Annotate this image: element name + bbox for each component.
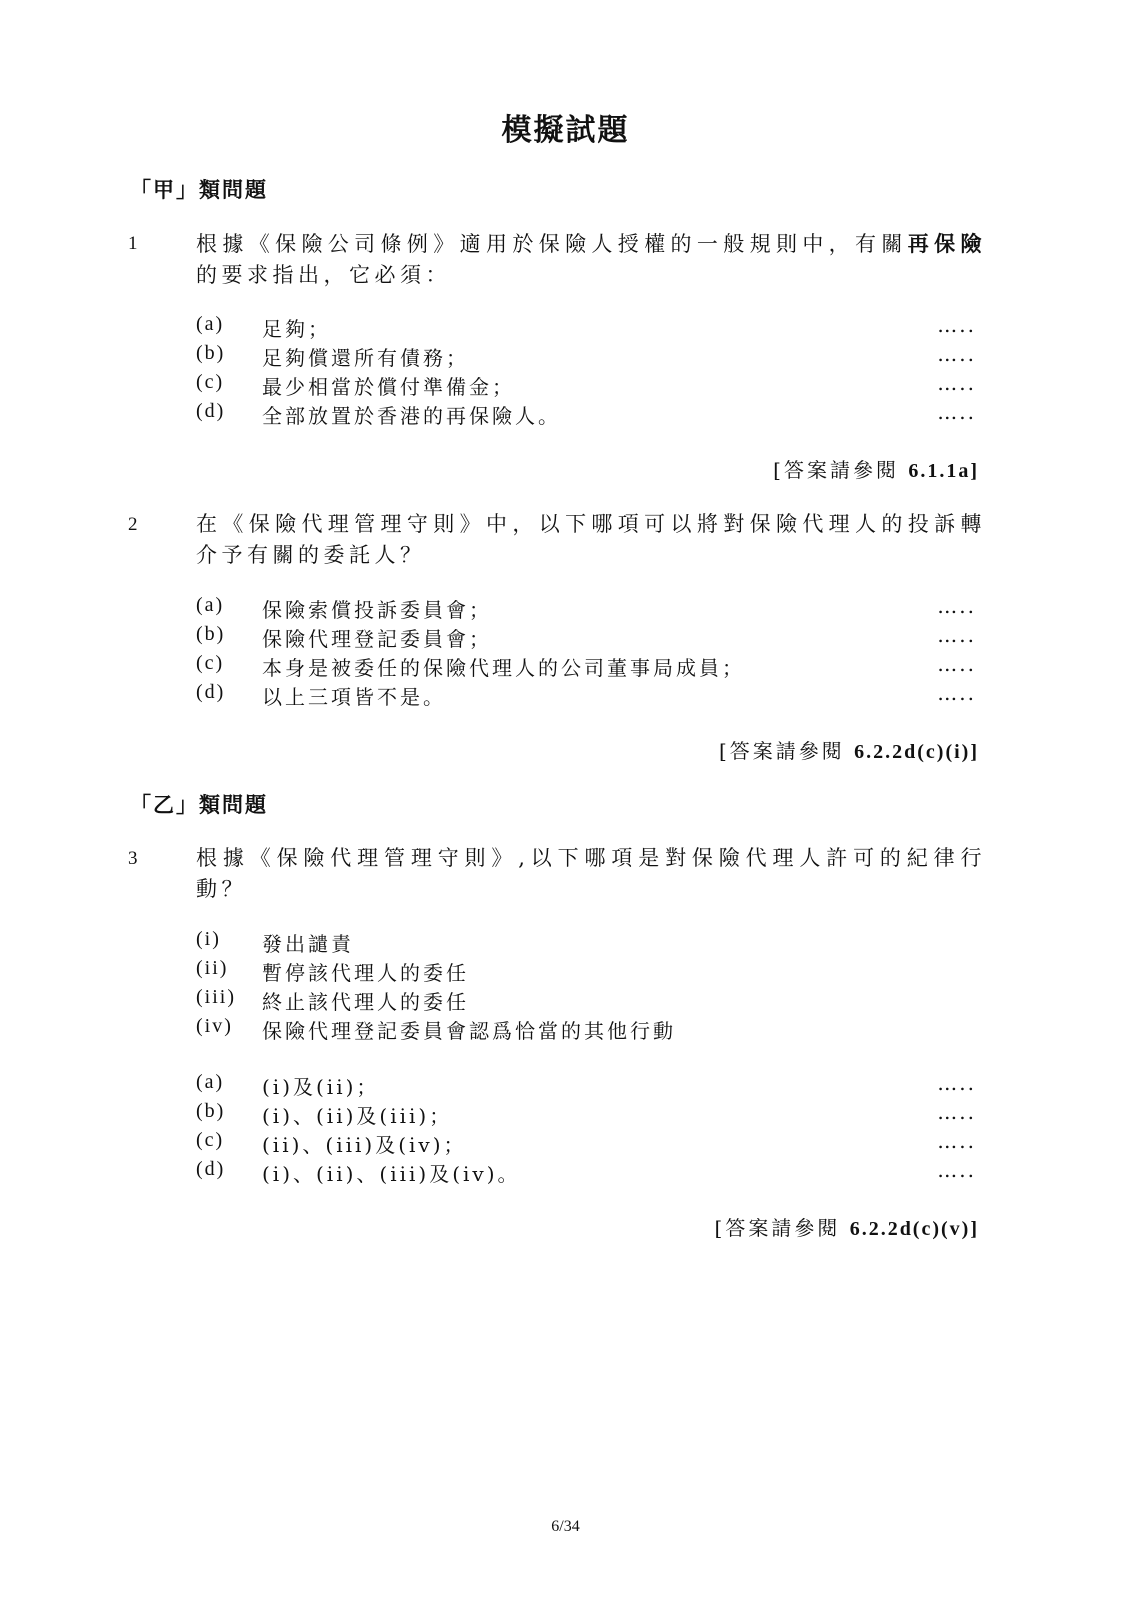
option-item <box>196 313 986 342</box>
option-label: (d) <box>196 681 226 703</box>
option-dots: ….. <box>937 400 976 424</box>
option-dots: ….. <box>937 652 976 676</box>
section-heading-a: 「甲」類問題 <box>130 177 268 202</box>
option-item <box>196 594 986 623</box>
option-text: 本身是被委任的保險代理人的公司董事局成員； <box>262 656 745 680</box>
option-item <box>196 623 986 652</box>
option-label: (c) <box>196 371 225 393</box>
question-number: 1 <box>128 233 138 254</box>
statement-item <box>196 1015 986 1044</box>
option-text: (i)及(ii)； <box>262 1075 380 1099</box>
option-label: (c) <box>196 652 225 674</box>
option-text: 足夠償還所有債務； <box>262 346 469 370</box>
statement-label: (iii) <box>196 986 236 1008</box>
option-text: 保險索償投訴委員會； <box>262 598 492 622</box>
question-text: 在《保險代理管理守則》中，以下哪項可以將對保險代理人的投訴轉介予有關的委託人？ <box>196 512 986 567</box>
statement-item <box>196 928 986 957</box>
option-text: (i)、(ii)及(iii)； <box>262 1104 453 1128</box>
question-text-bold: 再保險 <box>907 231 987 256</box>
option-text: (i)、(ii)、(iii)及(iv)。 <box>262 1162 521 1186</box>
statement-item <box>196 986 986 1015</box>
option-item <box>196 400 986 429</box>
option-text: 以上三項皆不是。 <box>262 685 446 709</box>
statement-label: (ii) <box>196 957 229 979</box>
option-dots: ….. <box>937 681 976 705</box>
option-dots: ….. <box>937 594 976 618</box>
statement-text: 保險代理登記委員會認爲恰當的其他行動 <box>262 1019 676 1043</box>
option-label: (d) <box>196 400 226 422</box>
answer-reference-code: 6.2.2d(c)(v)] <box>849 1218 979 1240</box>
option-dots: ….. <box>937 623 976 647</box>
option-dots: ….. <box>937 342 976 366</box>
answer-reference <box>773 454 979 483</box>
statement-label: (iv) <box>196 1015 233 1037</box>
option-text: 保險代理登記委員會； <box>262 627 492 651</box>
answer-reference-code: 6.2.2d(c)(i)] <box>854 741 979 763</box>
option-item <box>196 1129 986 1158</box>
option-label: (b) <box>196 342 226 364</box>
option-text: (ii)、(iii)及(iv)； <box>262 1133 467 1157</box>
question-text: 根據《保險代理管理守則》,以下哪項是對保險代理人許可的紀律行動？ <box>196 846 986 901</box>
answer-reference <box>719 735 979 764</box>
option-dots: ….. <box>937 1129 976 1153</box>
option-dots: ….. <box>937 1100 976 1124</box>
option-dots: ….. <box>937 1071 976 1095</box>
answer-reference-prefix: [答案請參閱 <box>718 739 845 763</box>
option-item <box>196 1100 986 1129</box>
answer-reference-code: 6.1.1a] <box>908 460 979 482</box>
option-item <box>196 371 986 400</box>
option-label: (c) <box>196 1129 225 1151</box>
answer-reference <box>715 1212 979 1241</box>
option-item <box>196 1158 986 1187</box>
section-heading-b: 「乙」類問題 <box>130 792 268 817</box>
option-dots: ….. <box>937 313 976 337</box>
option-dots: ….. <box>937 371 976 395</box>
statement-label: (i) <box>196 928 221 950</box>
option-label: (a) <box>196 313 225 335</box>
option-label: (d) <box>196 1158 226 1180</box>
option-text: 全部放置於香港的再保險人。 <box>262 404 561 428</box>
question-text-part: 的要求指出，它必須： <box>196 263 451 287</box>
option-item <box>196 681 986 710</box>
option-text: 足夠； <box>262 317 331 341</box>
answer-reference-prefix: [答案請參閱 <box>773 458 899 482</box>
answer-reference-prefix: [答案請參閱 <box>714 1216 841 1240</box>
question-number: 3 <box>128 848 138 869</box>
option-text: 最少相當於償付準備金； <box>262 375 515 399</box>
option-item <box>196 652 986 681</box>
option-item <box>196 1071 986 1100</box>
option-label: (b) <box>196 623 226 645</box>
statement-text: 終止該代理人的委任 <box>262 990 469 1014</box>
statement-item <box>196 957 986 986</box>
option-label: (b) <box>196 1100 226 1122</box>
question-text-part: 根據《保險公司條例》適用於保險人授權的一般規則中，有關 <box>196 232 908 256</box>
option-dots: ….. <box>937 1158 976 1182</box>
question-number: 2 <box>128 514 138 535</box>
option-item <box>196 342 986 371</box>
page-title: 模擬試題 <box>501 113 630 148</box>
statement-text: 暫停該代理人的委任 <box>262 961 469 985</box>
option-label: (a) <box>196 1071 225 1093</box>
statement-text: 發出譴責 <box>262 932 354 956</box>
question-text <box>196 228 986 291</box>
option-label: (a) <box>196 594 225 616</box>
page-number: 6/34 <box>551 1518 580 1535</box>
